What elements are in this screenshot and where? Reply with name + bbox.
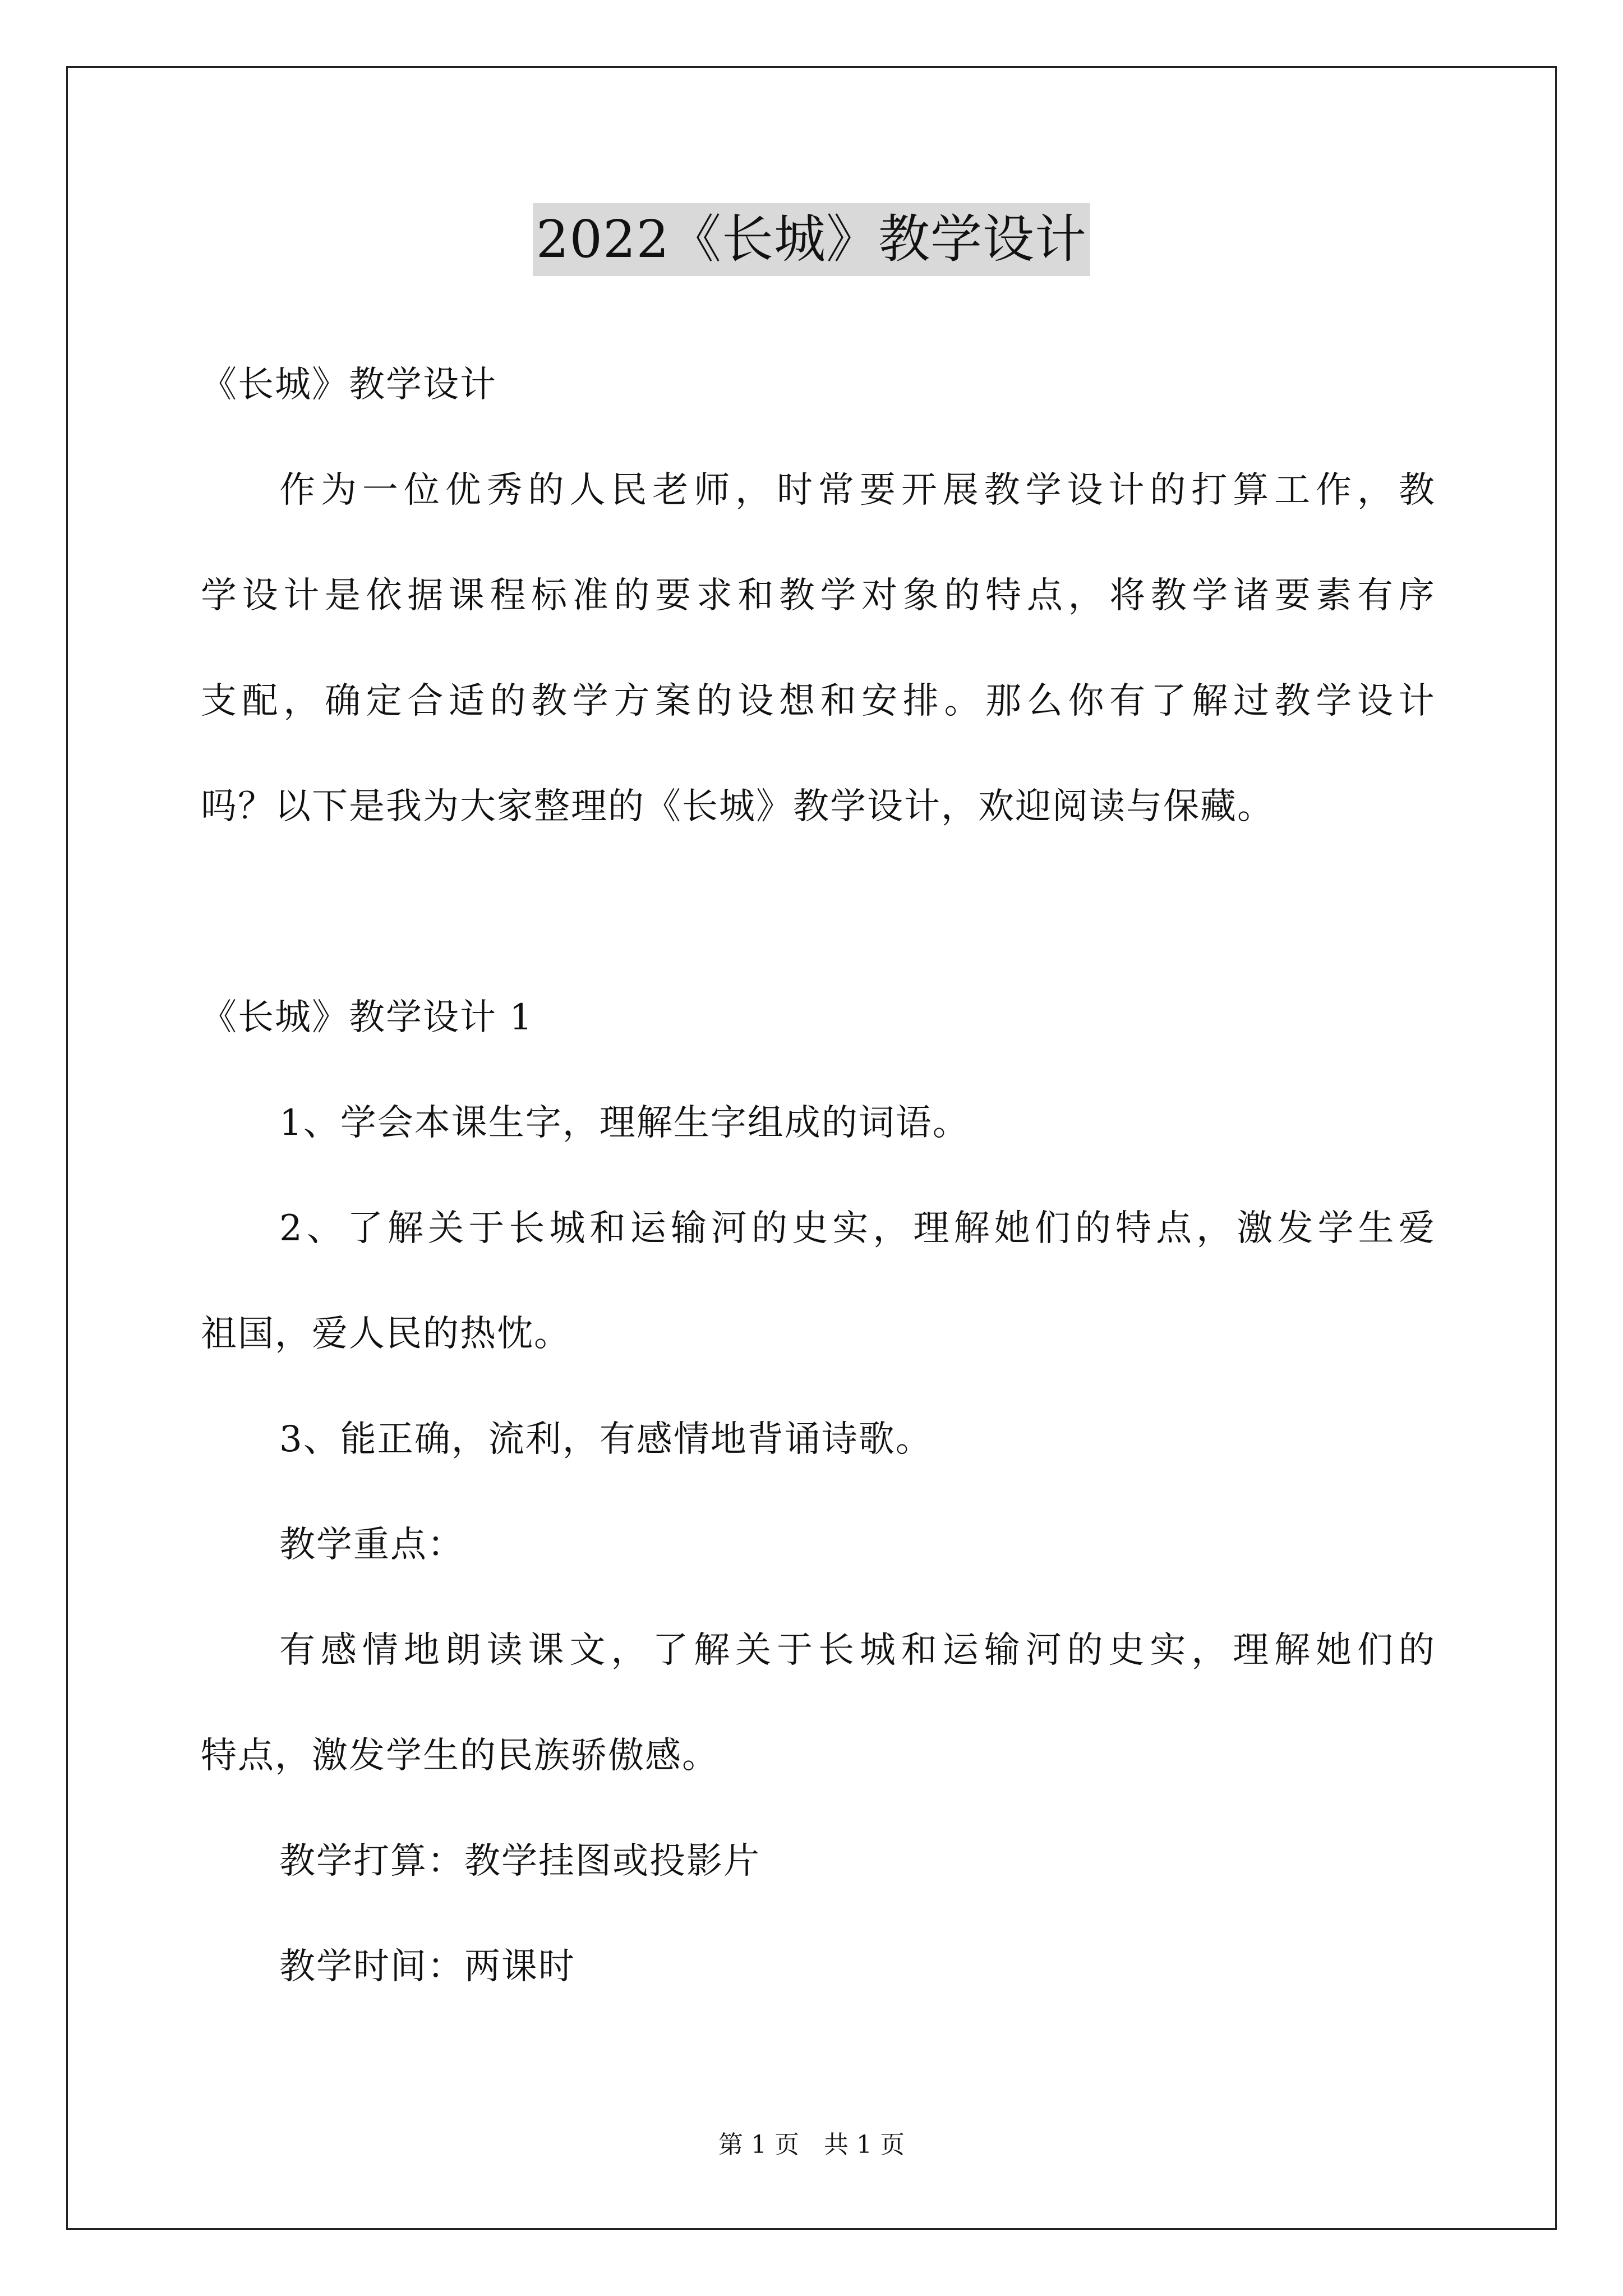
goal-1: 1、学会本课生字，理解生字组成的词语。 bbox=[279, 1102, 970, 1144]
goal-2-line-1: 2 、 了 解 关 于 长 城 和 运 输 河 的 史 实 ， 理 解 她 们 的 特 点 ， 激 发 学 生 爱 bbox=[279, 1208, 1435, 1249]
title-container bbox=[0, 203, 1623, 276]
intro-line-1: 作 为 一 位 优 秀 的 人 民 老 师 ， 时 常 要 开 展 教 学 设 计 的 打 算 工 作 ， 教 bbox=[279, 470, 1435, 511]
document-body bbox=[201, 332, 1435, 2019]
page-footer: 第 1 页 共 1 页 bbox=[718, 2131, 905, 2159]
goal-3: 3、能正确，流利，有感情地背诵诗歌。 bbox=[279, 1419, 933, 1460]
duration: 教学时间：两课时 bbox=[279, 1946, 575, 1987]
intro-line-2: 学 设 计 是 依 据 课 程 标 准 的 要 求 和 教 学 对 象 的 特 点 ， 将 教 学 诸 要 素 有 序 bbox=[201, 575, 1435, 616]
goal-2-line-2: 祖国，爱人民的热忱。 bbox=[201, 1313, 571, 1355]
document-title: 2022《长城》教学设计 bbox=[533, 203, 1090, 276]
key-points-line-1: 有 感 情 地 朗 读 课 文 ， 了 解 关 于 长 城 和 运 输 河 的 史 实 ， 理 解 她 们 的 bbox=[279, 1630, 1435, 1671]
spacer bbox=[201, 859, 1435, 965]
key-points-line-2: 特点，激发学生的民族骄傲感。 bbox=[201, 1735, 719, 1777]
intro-line-3: 支 配 ， 确 定 合 适 的 教 学 方 案 的 设 想 和 安 排 。 那 么 你 有 了 解 过 教 学 设 计 bbox=[201, 680, 1435, 722]
key-points-label: 教学重点： bbox=[279, 1524, 464, 1566]
subtitle: 《长城》教学设计 bbox=[201, 364, 497, 406]
preparation: 教学打算：教学挂图或投影片 bbox=[279, 1841, 760, 1882]
intro-line-4: 吗？以下是我为大家整理的《长城》教学设计，欢迎阅读与保藏。 bbox=[201, 786, 1274, 827]
section-heading: 《长城》教学设计 1 bbox=[201, 997, 534, 1038]
